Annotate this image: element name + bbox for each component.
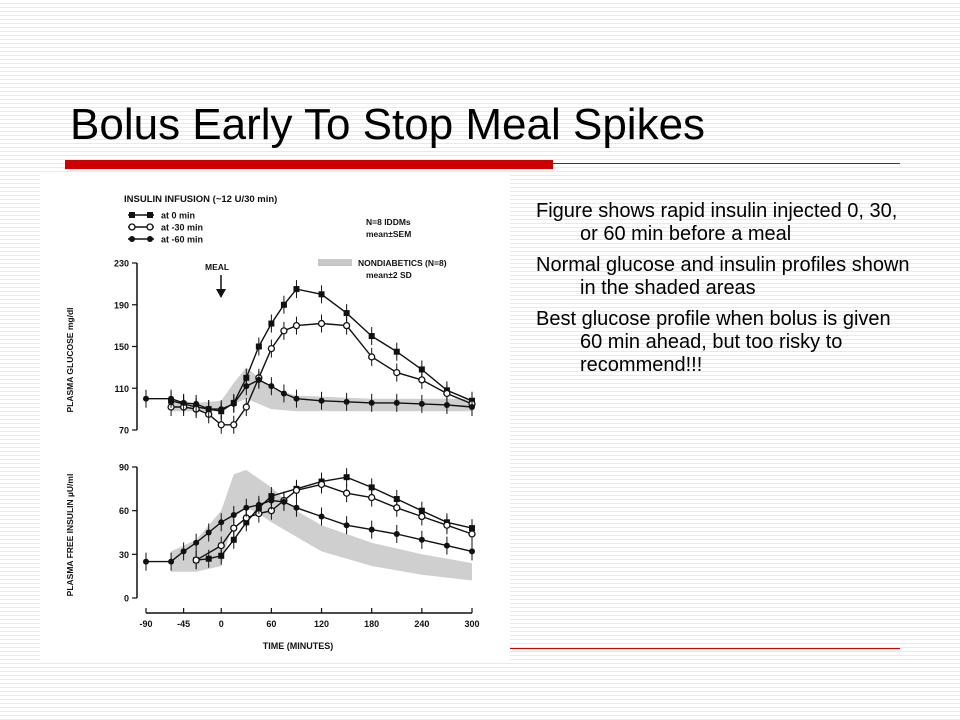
glucose-data-point xyxy=(394,349,400,355)
legend-marker xyxy=(147,236,153,242)
shaded-label-1: NONDIABETICS (N=8) xyxy=(358,258,447,268)
bullet-item: Best glucose profile when bolus is given 60 min ahead, but too risky to recommend!!! xyxy=(536,308,891,376)
insulin-ylabel: PLASMA FREE INSULIN µU/ml xyxy=(65,473,75,597)
glucose-data-point xyxy=(243,383,249,389)
glucose-data-point xyxy=(469,404,475,410)
glucose-data-point xyxy=(293,286,299,292)
x-tick-label: 180 xyxy=(364,619,380,629)
x-tick-label: -90 xyxy=(139,619,153,629)
insulin-data-point xyxy=(231,525,237,531)
insulin-data-point xyxy=(206,556,212,562)
insulin-data-point xyxy=(319,513,325,519)
insulin-data-point xyxy=(168,559,174,565)
glucose-data-point xyxy=(268,383,274,389)
glucose-data-point xyxy=(168,396,174,402)
glucose-data-point xyxy=(256,377,262,383)
legend-label: at 0 min xyxy=(161,210,196,221)
glucose-data-point xyxy=(206,406,212,412)
x-tick-label: 0 xyxy=(218,619,224,629)
glucose-data-point xyxy=(218,406,224,412)
insulin-data-point xyxy=(469,548,475,554)
title-underline-thick xyxy=(65,160,553,169)
insulin-data-point xyxy=(344,474,350,480)
insulin-data-point xyxy=(231,537,237,543)
meal-arrow-head xyxy=(216,289,226,298)
glucose-data-point xyxy=(344,399,350,405)
legend-label: at -30 min xyxy=(161,222,204,233)
legend-label: at -60 min xyxy=(161,234,204,245)
glucose-data-point xyxy=(293,323,299,329)
legend-side-text-2: mean±SEM xyxy=(366,229,412,239)
insulin-ytick-label: 90 xyxy=(118,462,129,473)
glucose-data-point xyxy=(181,400,187,406)
glucose-data-point xyxy=(369,354,375,360)
glucose-data-point xyxy=(344,310,350,316)
insulin-data-point xyxy=(344,522,350,528)
glucose-data-point xyxy=(143,396,149,402)
glucose-ytick-label: 190 xyxy=(113,300,129,311)
glucose-data-point xyxy=(231,422,237,428)
glucose-data-point xyxy=(319,398,325,404)
insulin-data-point xyxy=(344,490,350,496)
glucose-data-point xyxy=(281,302,287,308)
insulin-data-point xyxy=(231,512,237,518)
glucose-data-point xyxy=(281,390,287,396)
bullet-item: Normal glucose and insulin profiles shown in the shaded areas xyxy=(536,254,910,299)
bottom-divider xyxy=(510,648,900,649)
insulin-data-point xyxy=(444,522,450,528)
shaded-label-2: mean±2 SD xyxy=(366,270,412,280)
glucose-ytick-label: 70 xyxy=(118,425,129,436)
insulin-ytick-label: 0 xyxy=(123,593,129,604)
meal-annotation: MEAL xyxy=(205,262,230,272)
plot-area xyxy=(114,259,480,630)
insulin-data-point xyxy=(394,531,400,537)
insulin-data-point xyxy=(193,557,199,563)
legend-marker xyxy=(147,212,153,218)
insulin-data-point xyxy=(206,530,212,536)
legend-marker xyxy=(129,236,135,242)
insulin-data-point xyxy=(469,531,475,537)
insulin-data-point xyxy=(218,519,224,525)
glucose-data-point xyxy=(256,344,262,350)
glucose-data-point xyxy=(218,422,224,428)
glucose-data-point xyxy=(369,400,375,406)
glucose-data-point xyxy=(394,370,400,376)
glucose-data-point xyxy=(231,401,237,407)
glucose-data-point xyxy=(319,291,325,297)
insulin-data-point xyxy=(143,559,149,565)
glucose-data-point xyxy=(319,321,325,327)
slide-title: Bolus Early To Stop Meal Spikes xyxy=(70,100,706,149)
insulin-data-point xyxy=(256,502,262,508)
x-tick-label: 60 xyxy=(266,619,277,629)
glucose-ytick-label: 150 xyxy=(113,342,129,352)
insulin-data-point xyxy=(281,499,287,505)
insulin-data-point xyxy=(444,543,450,549)
glucose-ylabel: PLASMA GLUCOSE mg/dl xyxy=(65,307,75,413)
x-tick-label: 120 xyxy=(314,619,330,629)
legend xyxy=(128,211,203,245)
glucose-data-point xyxy=(444,390,450,396)
x-tick-label: -45 xyxy=(177,619,191,629)
legend-side-text-1: N=8 IDDMs xyxy=(366,217,411,227)
insulin-data-point xyxy=(181,548,187,554)
glucose-data-point xyxy=(369,333,375,339)
insulin-data-point xyxy=(369,495,375,501)
glucose-data-point xyxy=(344,323,350,329)
insulin-data-point xyxy=(293,505,299,511)
bullet-list xyxy=(536,200,916,385)
insulin-data-point xyxy=(193,540,199,546)
insulin-data-point xyxy=(268,497,274,503)
insulin-ytick-label: 30 xyxy=(118,549,129,560)
insulin-data-point xyxy=(319,481,325,487)
insulin-data-point xyxy=(243,505,249,511)
glucose-data-point xyxy=(419,401,425,407)
legend-marker xyxy=(129,224,135,230)
glucose-data-point xyxy=(394,400,400,406)
x-axis-label: TIME (MINUTES) xyxy=(262,641,334,651)
glucose-data-point xyxy=(419,377,425,383)
legend-title: INSULIN INFUSION (~12 U/30 min) xyxy=(124,194,278,205)
glucose-data-point xyxy=(268,321,274,327)
title-underline-thin xyxy=(553,163,900,164)
figure-panel xyxy=(40,175,510,660)
x-tick-label: 240 xyxy=(414,619,430,629)
insulin-data-point xyxy=(293,487,299,493)
glucose-insulin-figure xyxy=(40,175,510,660)
insulin-data-point xyxy=(369,527,375,533)
glucose-ytick-label: 110 xyxy=(114,383,129,394)
insulin-ytick-label: 60 xyxy=(118,506,129,517)
glucose-data-point xyxy=(268,346,274,352)
glucose-data-point xyxy=(281,328,287,334)
legend-marker xyxy=(147,224,153,230)
legend-marker xyxy=(129,212,135,218)
glucose-data-point xyxy=(444,402,450,408)
insulin-data-point xyxy=(394,505,400,511)
insulin-data-point xyxy=(419,513,425,519)
insulin-data-point xyxy=(419,537,425,543)
glucose-ytick-label: 230 xyxy=(113,258,129,269)
x-tick-label: 300 xyxy=(464,619,480,629)
glucose-data-point xyxy=(193,401,199,407)
shaded-swatch xyxy=(318,259,352,266)
glucose-data-point xyxy=(243,404,249,410)
glucose-data-point xyxy=(293,396,299,402)
insulin-data-point xyxy=(218,543,224,549)
bullet-item: Figure shows rapid insulin injected 0, 30, or 60 min before a meal xyxy=(536,200,898,245)
